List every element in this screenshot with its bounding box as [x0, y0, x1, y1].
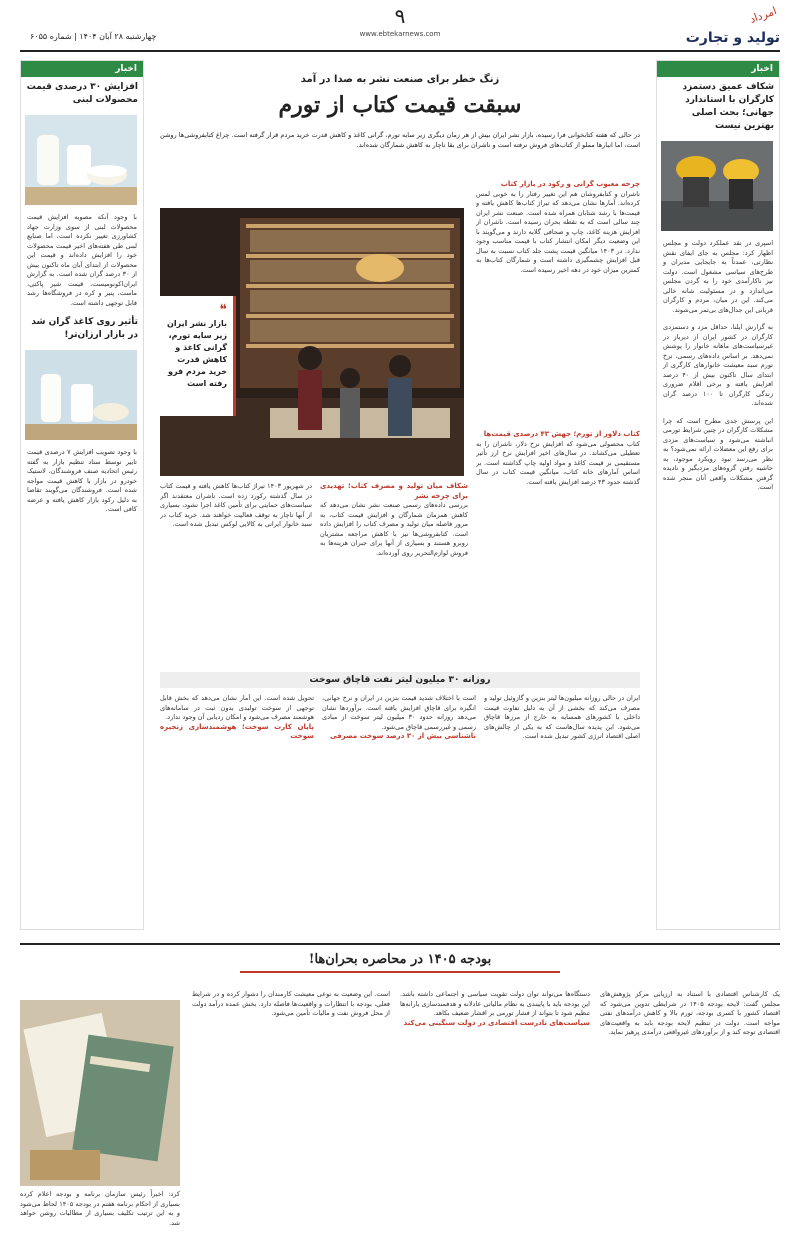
fuel-column-2	[322, 694, 476, 934]
budget-column-2-text: دستگاه‌ها می‌تواند توان دولت تقویت سیاسی و اجتماعی داشته باشد. این بودجه باید با پایبندی به نظام مالیاتی عادلانه و هدفمندسازی یارانه‌ها تنظیم شود تا بتواند از فشار تورمی بر اقشار ضعیف بکاهد.	[400, 990, 590, 1017]
article-kicker: زنگ خطر برای صنعت نشر به صدا در آمد	[300, 74, 500, 85]
workers-photo	[661, 141, 773, 231]
news-tag: اخبار	[21, 61, 143, 77]
article-subhead-b: کتاب دلاور از تورم؛ جهش ۴۳ درصدی قیمت‌ها	[483, 430, 640, 438]
bottom-divider	[20, 943, 780, 945]
article-headline[interactable]: سبقت قیمت کتاب از تورم	[278, 92, 522, 118]
budget-caption: کرد: اخیراً رئیس سازمان برنامه و بودجه اعلام کرده بسیاری از احکام برنامه هفتم در بودجه ۱۴۰۵ لحاظ می‌شود و به این ترتیب تکلیف بسیاری از مطالبات روشن خواهد شد.	[20, 1190, 180, 1227]
news-tag: اخبار	[657, 61, 779, 77]
site-url[interactable]: www.ebtekarnews.com	[359, 30, 441, 38]
fuel-column-1-text: ایران در حالی روزانه میلیون‌ها لیتر بنزین و گازوئیل تولید و مصرف می‌کند که بخشی از آن به دلیل تفاوت قیمت داخلی با کشورهای همسایه به خارج از مرزها قاچاق می‌شود. این پدیده سال‌هاست که به یکی از چالش‌های اصلی اقتصاد انرژی کشور تبدیل شده است.	[484, 694, 640, 740]
right-news-body-2: به گزارش ایلنا، حداقل مزد و دستمزدی کارگران در کشور ایران از دیرباز در غیرسیاست‌های ماهانه خانوار را پوشش نمی‌دهد. بر اساس داده‌های رسمی، نرخ تورم سبد معیشت خانوارهای کارگری از ابتدای سال تاکنون بیش از ۴۰ درصد افزایش یافته و برخی اقلام ضروری زندگی کارگران تا ۱۰۰ درصد گران شده‌اند.	[663, 323, 774, 407]
article-column-a	[476, 180, 640, 430]
right-news-body-3: این پرسش جدی مطرح است که چرا مشکلات کارگران در چنین شرایط تورمی انباشته می‌شود و سیاست‌های مزدی برای رفع این معضلات ارائه نمی‌شود؟ به نظر می‌رسد نبود رویکرد موجود، به حاشیه رفتن گروه‌های مزدبگیر و نادیده گرفتن مشکلات واقعی آنان منجر شده است.	[663, 416, 773, 491]
article-column-d	[160, 482, 312, 666]
fuel-column-3-text: تحویل شده است. این آمار نشان می‌دهد که بخش قابل توجهی از سوخت تولیدی بدون ثبت در سامانه‌های هوشمند مصرف می‌شود و امکان ردیابی آن وجود ندارد.	[160, 694, 314, 721]
pull-quote-text: بازار نشر ایران زیر سایه تورم، گرانی کاغذ و کاهش قدرت خرید مردم فرو رفته است	[167, 319, 227, 388]
budget-headline[interactable]: بودجه ۱۴۰۵ در محاصره بحران‌ها!	[240, 952, 560, 973]
fuel-column-3	[160, 694, 314, 934]
dairy-photo-2	[25, 350, 137, 440]
budget-column-2	[400, 990, 590, 1230]
left-news-subtitle[interactable]: تأثیر روی کاغذ گران شد در بازار ارزان‌تر!	[31, 317, 138, 340]
left-news-title[interactable]: افزایش ۳۰ درصدی قیمت محصولات لبنی	[26, 82, 138, 105]
newspaper-logo[interactable]: امرداد	[747, 4, 779, 26]
pull-quote	[160, 296, 236, 416]
article-column-a-text: ناشران و کتابفروشان هم این تغییر رفتار را به خوبی لمس کرده‌اند. آمارها نشان می‌دهد که تیراژ کتاب‌ها کاهش یافته و قیمت‌ها با رشد شتابان همراه شده است. صنعت نشر ایران چند سالی است که به نقطه بحران رسیده است. ناشران از افزایش هزینه کاغذ، چاپ و صحافی گلایه دارند و می‌گویند با این وضعیت دیگر امکان انتشار کتاب با قیمت مناسب وجود ندارد. در ۱۴۰۳ میانگین قیمت پشت جلد کتاب نسبت به سال قبل افزایش چشمگیری داشته است و شمارگان کتاب‌ها به کمترین میزان خود در دهه اخیر رسیده است.	[476, 189, 640, 274]
section-title: تولید و تجارت	[685, 30, 780, 46]
article-column-d-text: در شهریور ۱۴۰۳ تیراژ کتاب‌ها کاهش یافته و قیمت کتاب در سال گذشته رکورد زده است. ناشران معتقدند اگر سیاست‌های حمایتی برای تأمین کاغذ اجرا نشود، بسیاری از آنها ناچار به توقف فعالیت خواهند شد. خرید کتاب در سبد خانوار ایرانی به کالایی لوکس تبدیل شده است.	[160, 482, 312, 528]
page-number: ۹	[394, 4, 406, 28]
left-news-body: با وجود آنکه مصوبه افزایش قیمت محصولات لبنی از سوی وزارت جهاد کشاورزی تغییر نکرده است، اما صنایع لبنی طی هفته‌های اخیر قیمت محصولات خود را افزایش داده‌اند و قیمت این محصولات از ابتدای آبان ماه تاکنون بیش از ۳۰ درصد گران شده است. به گزارش ایران‌اکونومیست، قیمت شیر پاکتی، ماست، پنیر و کره در فروشگاه‌ها رشد قابل توجهی داشته است.	[27, 213, 137, 307]
budget-column-3	[192, 990, 390, 1230]
page-header	[0, 0, 800, 48]
fuel-column-1	[484, 694, 640, 934]
fuel-box-headline[interactable]: روزانه ۳۰ میلیون لیتر نفت قاچاق سوخت	[160, 672, 640, 688]
budget-column-3-text: است. این وضعیت به نوعی معیشت کارمندان را دشوار کرده و در شرایط فعلی، بودجه با انتظارات و واقعیت‌ها فاصله دارد. بخش عمده درآمد دولت از محل فروش نفت و مالیات تأمین می‌شود.	[192, 990, 390, 1017]
budget-subhead: سیاست‌های نادرست اقتصادی در دولت سنگینی می‌کند	[403, 1018, 590, 1027]
issue-date: چهارشنبه ۲۸ آبان ۱۴۰۴ | شماره ۶۰۵۵	[30, 32, 157, 41]
quote-icon: ❝	[219, 302, 227, 318]
article-lead: در حالی که هفته کتابخوانی فرا رسیده، بازار نشر ایران بیش از هر زمان دیگری زیر سایه تورم، گرانی کاغذ و کاهش قدرت خرید مردم قرار گرفته است. چراغ کتابفروشی‌ها روشن است، اما انبارها مملو از کتاب‌های فروش نرفته است و ناشران برای بقا ناچار به کاهش شمارگان شده‌اند.	[160, 131, 640, 149]
article-subhead-a: چرخه معیوب گرانی و رکود در بازار کتاب	[500, 180, 640, 188]
fuel-column-2-text: است با اختلاف شدید قیمت بنزین در ایران و نرخ جهانی، انگیزه برای قاچاق افزایش یافته است. برآوردها نشان می‌دهد روزانه حدود ۳۰ میلیون لیتر سوخت از مبادی رسمی و غیررسمی قاچاق می‌شود.	[322, 694, 476, 731]
header-divider	[20, 50, 780, 52]
left-news-column	[20, 60, 144, 930]
dairy-photo	[25, 115, 137, 205]
fuel-subhead-3: پایان کارت سوخت؛ هوشمندسازی زنجیره سوخت	[160, 722, 314, 740]
article-subhead-c: شکاف میان تولید و مصرف کتاب؛ تهدیدی برای چرخه نشر	[320, 482, 468, 500]
left-news-body-2: با وجود تصویب افزایش ۷ درصدی قیمت تاییر توسط ستاد تنظیم بازار به گفته رئیس اتحادیه صنف فروشندگان، لاستیک خودرو در بازار با کاهش قیمت مواجه شده است. فروشندگان می‌گویند تقاضا به دلیل رکود بازار کاهش یافته و عرضه کافی است.	[27, 448, 137, 513]
right-news-title[interactable]: شکاف عمیق دستمزد کارگران با استاندارد جهانی؛ بحث اصلی بهترین نیست	[682, 82, 774, 131]
budget-column-1-text: یک کارشناس اقتصادی با استناد به ارزیابی مرکز پژوهش‌های مجلس گفت: لایحه بودجه ۱۴۰۵ در شرایطی تدوین می‌شود که اقتصاد کشور با کسری بودجه، تورم بالا و کاهش درآمدهای نفتی مواجه است. دولت در تنظیم لایحه بودجه باید به واقعیت‌های اقتصادی توجه کند و از برآوردهای غیرواقعی درآمدی پرهیز نماید.	[600, 990, 780, 1036]
budget-column-1	[600, 990, 780, 1230]
budget-document-photo	[20, 1000, 180, 1186]
article-column-b	[476, 430, 640, 666]
right-news-column	[656, 60, 780, 930]
article-column-c	[320, 482, 468, 666]
article-column-b-text: کتاب محصولی می‌شود که افزایش نرخ دلار، ناشران را به تعطیلی می‌کشاند. در سال‌های اخیر افزایش نرخ ارز تأثیر مستقیمی بر قیمت کاغذ و مواد اولیه چاپ گذاشته است. بر اساس آمارهای خانه کتاب، میانگین قیمت کتاب در سال گذشته حدود ۴۳ درصد افزایش یافته است.	[476, 439, 640, 486]
article-column-c-text: بررسی داده‌های رسمی صنعت نشر نشان می‌دهد که کاهش همزمان شمارگان و افزایش قیمت کتاب، به مرور فاصله میان تولید و مصرف کتاب را افزایش داده است. کتابفروشی‌ها نیز با کاهش مراجعه مشتریان روبرو هستند و بسیاری از آنها برای جبران هزینه‌ها به فروش لوازم‌التحریر روی آورده‌اند.	[320, 501, 468, 557]
right-news-body-1: اسپری در نقد عملکرد دولت و مجلس اظهار کرد: مجلس به جای ایفای نقش نظارتی، عمدتاً به جایجایی مدیران و طرح‌های سیاسی مشغول است. دولت نیز ناکارآمدی خود را به گردن مجلس می‌اندازد و در مسئولیت شانه خالی می‌کند. این در میان، مردم و کارگران قربانی این جدال‌های بی‌ثمر می‌شوند.	[663, 239, 773, 314]
fuel-subhead-2: ناشناسی بیش از ۳۰ درصد سوخت مصرفی	[330, 732, 476, 740]
